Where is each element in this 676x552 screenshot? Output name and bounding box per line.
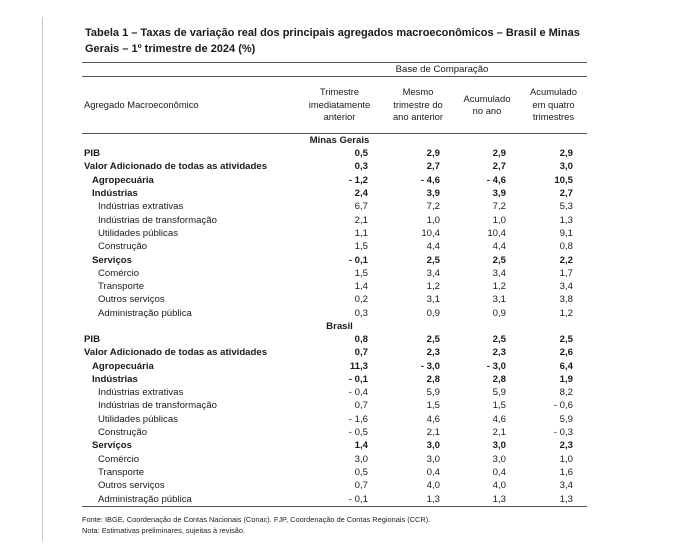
value-cell: 1,0 <box>426 214 440 226</box>
row-label: Valor Adicionado de todas as atividades <box>84 161 268 173</box>
value-cell: 3,9 <box>426 188 440 200</box>
value-cell: 10,4 <box>487 227 506 239</box>
value-cell: - 0,1 <box>348 254 368 266</box>
value-cell: 2,1 <box>354 214 368 226</box>
value-cell: 1,3 <box>559 214 573 226</box>
row-label: Agropecuária <box>92 360 154 372</box>
value-cell: - 0,1 <box>297 492 382 506</box>
value-cell: 8,2 <box>559 387 573 399</box>
value-cell: 3,1 <box>492 294 506 306</box>
value-cell: 0,8 <box>354 334 368 345</box>
value-cell: 5,9 <box>492 387 506 399</box>
value-cell: 0,5 <box>354 466 368 478</box>
section-blank-cell <box>382 134 587 148</box>
value-cell: - 3,0 <box>420 360 440 372</box>
value-cell: 1,3 <box>520 492 587 506</box>
source-note: Fonte: IBGE, Coordenação de Contas Nacionais (Conac). FJP, Coordenação de Contas Regionais (CCR). <box>82 515 431 524</box>
value-cell: 3,0 <box>492 453 506 465</box>
table-row <box>82 359 587 372</box>
row-label: Construção <box>98 241 148 253</box>
table-row <box>82 293 587 306</box>
row-label: Administração pública <box>82 492 297 506</box>
value-cell: - 4,6 <box>486 174 506 186</box>
value-cell: 2,9 <box>426 148 440 160</box>
row-label: Utilidades públicas <box>98 413 178 425</box>
row-label: Serviços <box>92 254 133 266</box>
value-cell: 2,7 <box>426 161 440 173</box>
value-cell: 2,9 <box>492 148 506 160</box>
row-label: Agropecuária <box>92 174 154 186</box>
row-label: Comércio <box>98 453 140 465</box>
table-row <box>82 346 587 359</box>
value-cell: 4,6 <box>426 413 440 425</box>
value-cell: 0,7 <box>354 400 368 412</box>
row-label: Administração pública <box>98 307 192 319</box>
value-cell: - 1,6 <box>348 413 368 425</box>
value-cell: 3,0 <box>426 453 440 465</box>
value-cell: 0,4 <box>426 466 440 478</box>
value-cell: 2,4 <box>354 188 368 200</box>
value-cell: 3,4 <box>426 267 440 279</box>
value-cell: 4,0 <box>492 480 506 492</box>
value-cell: 6,4 <box>559 360 573 372</box>
value-cell: 2,3 <box>559 440 573 452</box>
table-row <box>82 426 587 439</box>
page-left-border <box>42 17 43 541</box>
value-cell: - 0,4 <box>348 387 368 399</box>
value-cell: 1,4 <box>354 440 368 452</box>
column-header-previous-quarter: Trimestre imediatamente anterior <box>297 77 382 134</box>
row-label: Indústrias <box>92 188 138 200</box>
macro-aggregates-table <box>82 62 587 507</box>
header-group-row <box>82 63 587 77</box>
value-cell: 2,3 <box>492 347 506 359</box>
value-cell: 0,2 <box>354 294 368 306</box>
value-cell: 6,7 <box>354 201 368 213</box>
row-label: Construção <box>98 427 148 439</box>
table-row <box>82 240 587 253</box>
value-cell: 3,0 <box>354 453 368 465</box>
value-cell: 5,9 <box>426 387 440 399</box>
value-cell: 1,2 <box>492 281 506 293</box>
table-row <box>82 280 587 293</box>
value-cell: 2,9 <box>559 148 573 160</box>
value-cell: 3,9 <box>492 188 506 200</box>
comparison-base-header: Base de Comparação <box>297 63 587 77</box>
value-cell: 2,8 <box>426 373 440 385</box>
header-columns-row <box>82 77 587 134</box>
value-cell: 7,2 <box>492 201 506 213</box>
value-cell: 1,5 <box>492 400 506 412</box>
value-cell: 3,4 <box>559 281 573 293</box>
section-blank-cell <box>82 134 297 148</box>
value-cell: 2,5 <box>426 334 440 345</box>
value-cell: 1,5 <box>426 400 440 412</box>
value-cell: - 0,1 <box>348 373 368 385</box>
value-cell: 0,3 <box>354 307 368 319</box>
value-cell: 1,2 <box>426 281 440 293</box>
row-label: Indústrias extrativas <box>98 387 184 399</box>
row-label: Outros serviços <box>98 294 165 306</box>
value-cell: 10,5 <box>554 174 573 186</box>
value-cell: 0,3 <box>354 161 368 173</box>
value-cell: 1,0 <box>492 214 506 226</box>
row-label: Indústrias de transformação <box>98 214 217 226</box>
value-cell: 0,7 <box>354 480 368 492</box>
value-cell: 2,8 <box>492 373 506 385</box>
value-cell: 0,5 <box>354 148 368 160</box>
table-row <box>82 413 587 426</box>
value-cell: 2,5 <box>492 334 506 345</box>
table-title: Tabela 1 – Taxas de variação real dos principais agregados macroeconômicos – Brasil e Minas Gerais – 1º trimestre de 2024 (%) <box>85 27 580 55</box>
value-cell: 2,1 <box>426 427 440 439</box>
value-cell: 0,9 <box>492 307 506 319</box>
table-row <box>82 373 587 386</box>
value-cell: 1,5 <box>354 267 368 279</box>
value-cell: - 0,3 <box>553 427 573 439</box>
row-label: Utilidades públicas <box>98 227 178 239</box>
row-label: Outros serviços <box>98 480 165 492</box>
row-label: Transporte <box>98 281 145 293</box>
column-header-four-quarters: Acumulado em quatro trimestres <box>520 77 587 134</box>
table-notes <box>82 514 430 536</box>
column-header-year-to-date: Acumulado no ano <box>454 77 520 134</box>
section-header-row <box>82 320 587 333</box>
value-cell: 2,5 <box>426 254 440 266</box>
value-cell: 1,4 <box>354 281 368 293</box>
row-label: Indústrias <box>92 373 138 385</box>
value-cell: 2,1 <box>492 427 506 439</box>
table-row <box>82 466 587 479</box>
value-cell: 3,1 <box>426 294 440 306</box>
row-label: Comércio <box>98 267 140 279</box>
value-cell: 11,3 <box>349 360 368 372</box>
value-cell: 2,3 <box>426 347 440 359</box>
header-blank-cell <box>82 63 297 77</box>
value-cell: - 3,0 <box>486 360 506 372</box>
value-cell: 1,0 <box>559 453 573 465</box>
table-row <box>82 253 587 266</box>
row-label: Transporte <box>98 466 145 478</box>
table-row <box>82 399 587 412</box>
value-cell: 2,5 <box>492 254 506 266</box>
value-cell: 2,7 <box>559 188 573 200</box>
value-cell: - 4,6 <box>420 174 440 186</box>
value-cell: 9,1 <box>559 227 573 239</box>
table-row <box>82 453 587 466</box>
section-title: Minas Gerais <box>309 135 370 146</box>
value-cell: 3,0 <box>426 440 440 452</box>
row-label: Serviços <box>92 440 133 452</box>
table-row <box>82 200 587 213</box>
value-cell: 1,9 <box>559 373 573 385</box>
value-cell: 3,8 <box>559 294 573 306</box>
table-row <box>82 479 587 492</box>
value-cell: 0,7 <box>354 347 368 359</box>
value-cell: 3,0 <box>559 161 573 173</box>
row-label: Indústrias extrativas <box>98 201 184 213</box>
value-cell: 3,4 <box>559 480 573 492</box>
table-row <box>82 307 587 320</box>
value-cell: 5,9 <box>559 413 573 425</box>
value-cell: 2,2 <box>559 254 573 266</box>
section-title: Brasil <box>326 320 353 332</box>
table-row <box>82 147 587 160</box>
value-cell: 1,5 <box>354 241 368 253</box>
section-blank-cell <box>82 320 297 333</box>
value-cell: 4,4 <box>426 241 440 253</box>
row-label: Valor Adicionado de todas as atividades <box>84 347 268 359</box>
column-header-same-quarter: Mesmo trimestre do ano anterior <box>382 77 454 134</box>
table-row <box>82 213 587 226</box>
row-label-header: Agregado Macroeconômico <box>82 77 297 134</box>
value-cell: 2,6 <box>559 347 573 359</box>
table-row <box>82 174 587 187</box>
section-blank-cell <box>382 320 587 333</box>
value-cell: - 1,2 <box>348 174 368 186</box>
value-cell: 3,4 <box>492 267 506 279</box>
value-cell: 1,7 <box>559 267 573 279</box>
value-cell: 4,6 <box>492 413 506 425</box>
table-row <box>82 439 587 452</box>
value-cell: 0,9 <box>426 307 440 319</box>
value-cell: 7,2 <box>426 201 440 213</box>
section-header-row <box>82 134 587 148</box>
table-row <box>82 492 587 506</box>
value-cell: - 0,6 <box>553 400 573 412</box>
table-body <box>82 134 587 507</box>
table-row <box>82 160 587 173</box>
table-row <box>82 227 587 240</box>
value-cell: 0,4 <box>492 466 506 478</box>
row-label: PIB <box>84 148 100 160</box>
row-label: PIB <box>84 334 100 345</box>
value-cell: 3,0 <box>492 440 506 452</box>
preliminary-note: Nota: Estimativas preliminares, sujeitas à revisão. <box>82 526 246 535</box>
value-cell: 2,7 <box>492 161 506 173</box>
value-cell: 1,2 <box>559 307 573 319</box>
value-cell: 4,0 <box>426 480 440 492</box>
value-cell: - 0,5 <box>348 427 368 439</box>
value-cell: 4,4 <box>492 241 506 253</box>
value-cell: 1,6 <box>559 466 573 478</box>
table-row <box>82 187 587 200</box>
value-cell: 10,4 <box>421 227 440 239</box>
value-cell: 1,3 <box>454 492 520 506</box>
value-cell: 1,3 <box>382 492 454 506</box>
row-label: Indústrias de transformação <box>98 400 217 412</box>
value-cell: 2,5 <box>559 334 573 345</box>
value-cell: 1,1 <box>354 227 368 239</box>
table-row <box>82 333 587 346</box>
value-cell: 0,8 <box>559 241 573 253</box>
value-cell: 5,3 <box>559 201 573 213</box>
table-row <box>82 386 587 399</box>
table-row <box>82 267 587 280</box>
